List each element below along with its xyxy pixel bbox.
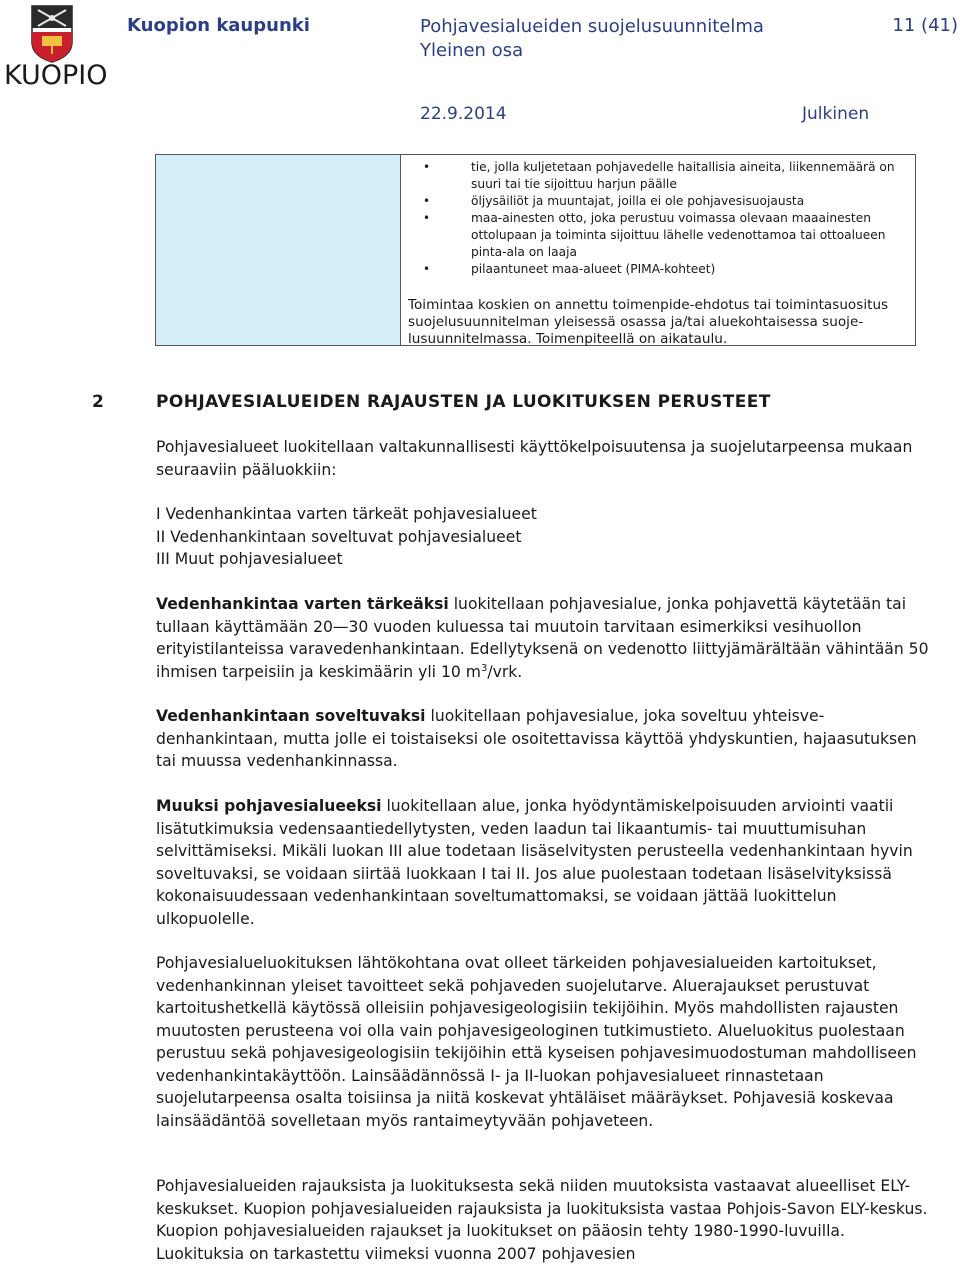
list-item: • tie, jolla kuljetetaan pohjavedelle haitallisia aineita, liikennemäärä on suuri tai tie sijoittuu harjun päälle (471, 159, 908, 193)
table-content-cell (408, 159, 908, 348)
document-title (420, 15, 764, 63)
class2-paragraph (156, 705, 936, 773)
list-item: • pilaantuneet maa-alueet (PIMA-kohteet) (471, 261, 908, 278)
class1-paragraph (156, 593, 936, 683)
list-item: • maa-ainesten otto, joka perustuu voimassa olevaan maaainesten ottolupaan ja toiminta sijoittuu lähelle vedenottamoa tai ottoalueen pinta-ala on laaja (471, 210, 908, 261)
class2-text: luokitellaan pohjavesialue, joka soveltuu yhteisvedenhankintaan, mutta jolle ei toistaiseksi ole osoitettavissa käyttöä yhdyskuntien, hajaasutuksen tai muussa vedenhankinnassa. (156, 707, 917, 770)
intro-paragraph (156, 436, 936, 481)
intro-text: Pohjavesialueet luokitellaan valtakunnallisesti käyttökelpoisuutensa ja suojelutarpeensa mukaan seuraaviin pääluokkiin: (156, 438, 913, 479)
class3-text: luokitellaan alue, jonka hyödyntämiskelpoisuuden arviointi vaatii lisätutkimuksia vedensaantiedellytysten, veden laadun tai likaantumis- tai muuttumisuhan selvittämiseksi. Mikäli luokan III alue todetaan lisäselvitysten perusteella vedenhankintaan hyvin soveltuvaksi, se voidaan siirtää luokkaan I tai II. Jos alue puolestaan todetaan lisäselvityksissä kokonaisuudessaan vedenhankintaan soveltumattomaksi, se voidaan jättää luokittelun ulkopuolelle. (156, 797, 913, 928)
class1-term: Vedenhankintaa varten tärkeäksi (156, 595, 449, 613)
logo-wordmark: KUOPIO (4, 60, 108, 91)
criteria-table-box (155, 154, 916, 346)
document-title-line1: Pohjavesialueiden suojelusuunnitelma (420, 16, 764, 37)
risk-bullet-list (408, 159, 908, 278)
class1-superscript: 3 (480, 662, 488, 674)
list-item: • öljysäiliöt ja muuntajat, joilla ei ole pohjavesisuojausta (471, 193, 908, 210)
document-date: 22.9.2014 (420, 104, 507, 124)
document-title-line2: Yleinen osa (420, 40, 524, 61)
page-number: 11 (41) (892, 15, 958, 36)
responsibility-paragraph (156, 1175, 936, 1265)
organization-name: Kuopion kaupunki (127, 15, 310, 36)
responsibility-text: Pohjavesialueiden rajauksista ja luokituksesta sekä niiden muutoksista vastaavat alueelliset ELY-keskukset. Kuopion pohjavesialueiden rajauksista ja luokituksista vastaa Pohjois-Savon ELY-keskus. Kuopion pohjavesialueiden rajaukset ja luokitukset on pääosin tehty 1980-1990-luvuilla. Luokituksia on tarkastettu viimeksi vuonna 2007 pohjavesien (156, 1177, 928, 1263)
class-item: III Muut pohjavesialueet (156, 550, 343, 568)
table-paragraph: Toimintaa koskien on annettu toimenpide-ehdotus tai toimintasuositus suojelusuunnitelman yleisessä osassa ja/tai aluekohtaisessa suojelusuunnitelmassa. Toimenpiteellä on aikataulu. (408, 297, 889, 347)
document-status: Julkinen (802, 104, 870, 124)
basis-paragraph (156, 952, 936, 1132)
section-number: 2 (92, 392, 104, 412)
section-title: POHJAVESIALUEIDEN RAJAUSTEN JA LUOKITUKSEN PERUSTEET (156, 392, 771, 412)
class1-tail: /vrk. (487, 662, 523, 681)
class3-term: Muuksi pohjavesialueeksi (156, 797, 382, 815)
basis-text: Pohjavesialueluokituksen lähtökohtana ovat olleet tärkeiden pohjavesialueiden kartoitukset, vedenhankinnan yleiset tavoitteet sekä pohjaveden suojelutarve. Aluerajaukset perustuvat kartoitushetkellä käytössä olleisiin pohjavesigeologisiin tekijöihin. Myös mahdollisten rajausten muutosten perusteena voi olla vain pohjavesigeologinen tutkimustieto. Alueluokitus puolestaan perustuu sekä pohjavesigeologisiin tekijöihin että kyseisen pohjavesimuodostuman mahdolliseen vedenhankintakäyttöön. Lainsäädännössä I- ja II-luokan pohjavesialueet rinnastetaan suojelutarpeensa osalta toisiinsa ja niitä koskevat yhtäläiset määräykset. Pohjavesiä koskevaa lainsäädäntöä sovelletaan myös rantaimeytyvään pohjaveteen. (156, 954, 917, 1130)
table-shaded-cell (156, 155, 401, 345)
class2-term: Vedenhankintaan soveltuvaksi (156, 707, 426, 725)
class-list (156, 503, 936, 571)
class1-text: luokitellaan pohjavesialue, jonka pohjavettä käytetään tai tullaan käyttämään 20—30 vuoden kuluessa tai muutoin tarvitaan esimerkiksi vesihuollon erityistilanteissa varavedenhankintaan. Edellytyksenä on vedenotto liittyjämärältään vähintään 50 ihmisen tarpeisiin ja keskimäärin yli 10 m (156, 595, 929, 681)
class-item: II Vedenhankintaan soveltuvat pohjavesialueet (156, 527, 522, 546)
class-item: I Vedenhankintaa varten tärkeät pohjavesialueet (156, 505, 537, 523)
class3-paragraph (156, 795, 936, 930)
